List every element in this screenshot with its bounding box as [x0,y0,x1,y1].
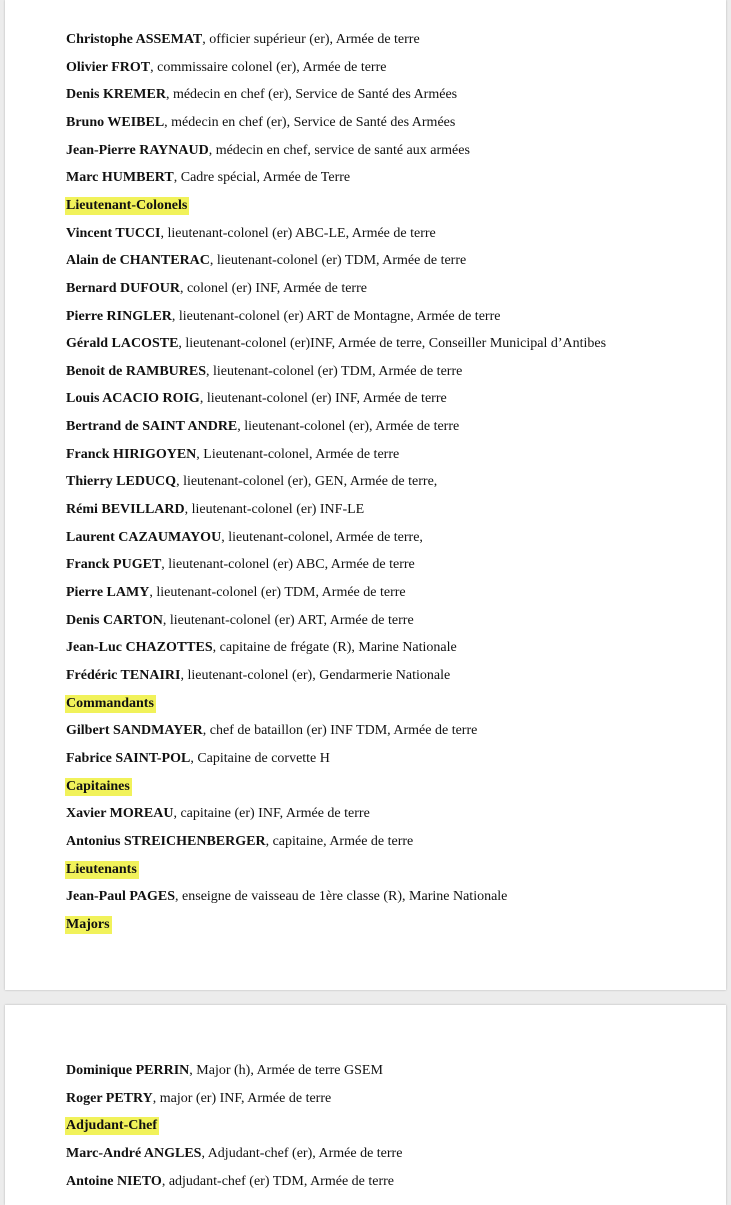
member-rank-description: , chef de bataillon (er) INF TDM, Armée de terre [202,723,478,738]
member-entry [66,335,606,353]
member-name: Jean-Luc CHAZOTTES [66,640,213,655]
member-entry [66,805,370,823]
member-name: Franck PUGET [66,557,162,572]
member-rank-description: , lieutenant-colonel (er) ART, Armée de terre [162,613,414,628]
member-entry [66,1090,331,1108]
member-rank-description: , Cadre spécial, Armée de Terre [173,170,351,185]
member-name: Christophe ASSEMAT [66,32,203,47]
member-entry [66,86,457,104]
member-rank-description: , Major (h), Armée de terre GSEM [189,1063,383,1078]
member-name: Rémi BEVILLARD [66,502,185,517]
document-page-2 [5,1005,726,1205]
member-name: Gérald LACOSTE [66,336,179,351]
member-rank-description: , médecin en chef (er), Service de Santé des Armées [165,87,458,102]
member-rank-description: , enseigne de vaisseau de 1ère classe (R), Marine Nationale [175,889,508,904]
member-entry [66,31,420,49]
member-entry [66,667,450,685]
document-page-1 [5,0,726,990]
member-entry [66,418,459,436]
member-entry [66,584,406,602]
member-name: Olivier FROT [66,60,151,75]
member-entry [66,169,350,187]
member-rank-description: , lieutenant-colonel (er) TDM, Armée de terre [209,253,467,268]
member-name: Alain de CHANTERAC [66,253,210,268]
section-heading: Lieutenants [66,862,137,877]
member-rank-description: , capitaine (er) INF, Armée de terre [173,806,370,821]
member-rank-description: , lieutenant-colonel (er) ART de Montagne, Armée de terre [171,309,501,324]
member-rank-description: , lieutenant-colonel (er)INF, Armée de terre, Conseiller Municipal d’Antibes [178,336,607,351]
member-name: Xavier MOREAU [66,806,174,821]
member-rank-description: , lieutenant-colonel (er) ABC, Armée de terre [161,557,415,572]
member-rank-description: , lieutenant-colonel (er) TDM, Armée de terre [149,585,406,600]
member-rank-description: , lieutenant-colonel (er), Gendarmerie Nationale [180,668,451,683]
member-rank-description: , lieutenant-colonel (er) TDM, Armée de terre [206,364,463,379]
member-entry [66,639,457,657]
member-name: Frédéric TENAIRI [66,668,181,683]
member-rank-description: , lieutenant-colonel (er), Armée de terre [237,419,460,434]
member-name: Antonius STREICHENBERGER [66,834,266,849]
member-rank-description: , capitaine de frégate (R), Marine Nationale [212,640,457,655]
member-name: Antoine NIETO [66,1174,162,1189]
member-name: Marc HUMBERT [66,170,174,185]
member-entry [66,363,462,381]
member-entry [66,833,413,851]
member-name: Jean-Pierre RAYNAUD [66,143,209,158]
member-entry [66,556,415,574]
member-name: Dominique PERRIN [66,1063,190,1078]
member-entry [66,888,507,906]
member-entry [66,529,423,547]
member-name: Gilbert SANDMAYER [66,723,203,738]
member-name: Denis CARTON [66,613,163,628]
member-name: Bruno WEIBEL [66,115,165,130]
section-heading: Lieutenant-Colonels [66,198,188,213]
member-name: Pierre RINGLER [66,309,172,324]
member-rank-description: , colonel (er) INF, Armée de terre [179,281,367,296]
member-name: Franck HIRIGOYEN [66,447,197,462]
section-heading: Majors [66,917,110,932]
member-entry [66,473,437,491]
member-rank-description: , Adjudant-chef (er), Armée de terre [201,1146,403,1161]
member-rank-description: , lieutenant-colonel (er) INF-LE [184,502,365,517]
section-heading: Capitaines [66,779,130,794]
member-rank-description: , médecin en chef, service de santé aux armées [208,143,470,158]
member-rank-description: , lieutenant-colonel (er) INF, Armée de terre [199,391,447,406]
member-rank-description: , lieutenant-colonel, Armée de terre, [221,530,423,545]
member-name: Pierre LAMY [66,585,150,600]
member-entry [66,308,500,326]
member-entry [66,1173,394,1191]
member-rank-description: , lieutenant-colonel (er) ABC-LE, Armée de terre [160,226,436,241]
member-entry [66,1062,383,1080]
member-entry [66,142,470,160]
member-entry [66,1145,402,1163]
section-heading: Adjudant-Chef [66,1118,158,1133]
member-entry [66,225,436,243]
member-name: Vincent TUCCI [66,226,161,241]
member-rank-description: , adjudant-chef (er) TDM, Armée de terre [161,1174,395,1189]
member-rank-description: , médecin en chef (er), Service de Santé des Armées [164,115,456,130]
member-name: Bernard DUFOUR [66,281,180,296]
member-entry [66,280,367,298]
member-name: Bertrand de SAINT ANDRE [66,419,238,434]
member-entry [66,446,399,464]
member-rank-description: , commissaire colonel (er), Armée de terre [150,60,387,75]
member-name: Laurent CAZAUMAYOU [66,530,222,545]
member-name: Benoit de RAMBURES [66,364,207,379]
member-rank-description: , Capitaine de corvette H [190,751,330,766]
member-entry [66,750,330,768]
member-entry [66,390,447,408]
member-name: Thierry LEDUCQ [66,474,177,489]
member-name: Marc-André ANGLES [66,1146,202,1161]
member-name: Fabrice SAINT-POL [66,751,191,766]
member-entry [66,612,414,630]
member-rank-description: , capitaine, Armée de terre [265,834,414,849]
member-entry [66,252,466,270]
section-heading: Commandants [66,696,154,711]
member-entry [66,114,455,132]
member-rank-description: , Lieutenant-colonel, Armée de terre [196,447,400,462]
member-rank-description: , officier supérieur (er), Armée de terre [202,32,420,47]
member-name: Denis KREMER [66,87,166,102]
member-entry [66,501,364,519]
member-name: Louis ACACIO ROIG [66,391,200,406]
member-name: Roger PETRY [66,1091,153,1106]
member-name: Jean-Paul PAGES [66,889,176,904]
member-entry [66,722,477,740]
member-rank-description: , major (er) INF, Armée de terre [152,1091,332,1106]
member-entry [66,59,386,77]
member-rank-description: , lieutenant-colonel (er), GEN, Armée de terre, [176,474,438,489]
